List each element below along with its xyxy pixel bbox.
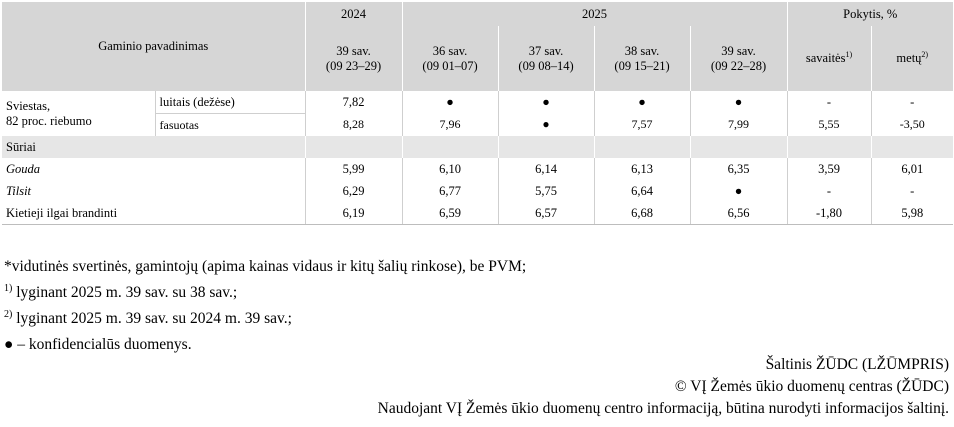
table-cell: 3,59	[787, 158, 871, 180]
copyright-line: © VĮ Žemės ūkio duomenų centras (ŽŪDC)	[674, 378, 949, 395]
note-yearly-change: $^{2)}$ lyginant 2025 m. 39 sav. su 2024 m. 39 sav.;	[4, 309, 292, 327]
table-cell: 7,99	[690, 114, 787, 137]
table-cell: ●	[498, 114, 594, 137]
table-cell: 6,35	[690, 158, 787, 180]
year-2024-header: 2024	[305, 2, 402, 26]
table-row	[2, 202, 953, 225]
table-cell: -	[787, 91, 871, 114]
table-cell: ●	[594, 91, 690, 114]
week-header: 36 sav. (09 01–07)	[402, 26, 498, 91]
table-row	[2, 91, 953, 114]
table-cell: ●	[690, 180, 787, 202]
table-cell: 8,28	[305, 114, 402, 137]
butter-type: luitais (dežėse)	[155, 91, 305, 114]
table-cell: 6,59	[402, 202, 498, 225]
table-cell: 6,56	[690, 202, 787, 225]
table-cell: -	[871, 91, 953, 114]
table-cell: 5,55	[787, 114, 871, 137]
table-cell: 5,99	[305, 158, 402, 180]
usage-notice: Naudojant VĮ Žemės ūkio duomenų centro informaciją, būtina nurodyti informacijos šaltinį.	[377, 400, 949, 417]
yearly-change-header: metų$^{2)}$	[871, 26, 953, 91]
table-row	[2, 158, 953, 180]
table-cell: 7,82	[305, 91, 402, 114]
table-cell: -	[871, 180, 953, 202]
table-cell: 5,75	[498, 180, 594, 202]
cheese-name: Tilsit	[6, 183, 32, 198]
footnotes	[4, 257, 526, 361]
table-cell: 6,57	[498, 202, 594, 225]
table-cell: 6,01	[871, 158, 953, 180]
cheese-name: Kietieji ilgai brandinti	[2, 202, 305, 225]
table-cell: ●	[498, 91, 594, 114]
week-header: 37 sav. (09 08–14)	[498, 26, 594, 91]
table-cell: 7,57	[594, 114, 690, 137]
table-cell: 7,96	[402, 114, 498, 137]
table-cell: 6,64	[594, 180, 690, 202]
table-cell: ●	[690, 91, 787, 114]
table-cell: -1,80	[787, 202, 871, 225]
weekly-change-header: savaitės$^{1)}$	[787, 26, 871, 91]
source-line: Šaltinis ŽŪDC (LŽŪMPRIS)	[765, 356, 949, 373]
table-row	[2, 180, 953, 202]
cheese-name: Gouda	[6, 161, 41, 176]
table-cell: 6,13	[594, 158, 690, 180]
table-cell: 6,19	[305, 202, 402, 225]
header-row-years	[2, 2, 953, 26]
table-cell: 6,10	[402, 158, 498, 180]
week-header: 38 sav. (09 15–21)	[594, 26, 690, 91]
note-weekly-change: $^{1)}$ lyginant 2025 m. 39 sav. su 38 sav.;	[4, 283, 238, 301]
table-cell: ●	[402, 91, 498, 114]
section-row	[2, 136, 953, 158]
product-name-header: Gaminio pavadinimas	[2, 2, 305, 91]
butter-type: fasuotas	[155, 114, 305, 137]
price-table	[2, 2, 953, 225]
note-price-basis: *vidutinės svertinės, gamintojų (apima kainas vidaus ir kitų šalių rinkose), be PVM;	[4, 258, 527, 275]
note-confidential: ● – konfidencialūs duomenys.	[4, 336, 192, 353]
source-block	[378, 355, 949, 421]
table-cell: 5,98	[871, 202, 953, 225]
table-cell: 6,29	[305, 180, 402, 202]
table-cell: 6,68	[594, 202, 690, 225]
table-cell: -	[787, 180, 871, 202]
table-cell: 6,14	[498, 158, 594, 180]
table-cell: -3,50	[871, 114, 953, 137]
cheese-section-title: Sūriai	[2, 136, 305, 158]
butter-name: Sviestas, 82 proc. riebumo	[6, 98, 92, 128]
table-cell: 6,77	[402, 180, 498, 202]
year-2025-header: 2025	[402, 2, 787, 26]
week-header: 39 sav. (09 22–28)	[690, 26, 787, 91]
week-header: 39 sav. (09 23–29)	[305, 26, 402, 91]
change-header: Pokytis, %	[787, 2, 953, 26]
